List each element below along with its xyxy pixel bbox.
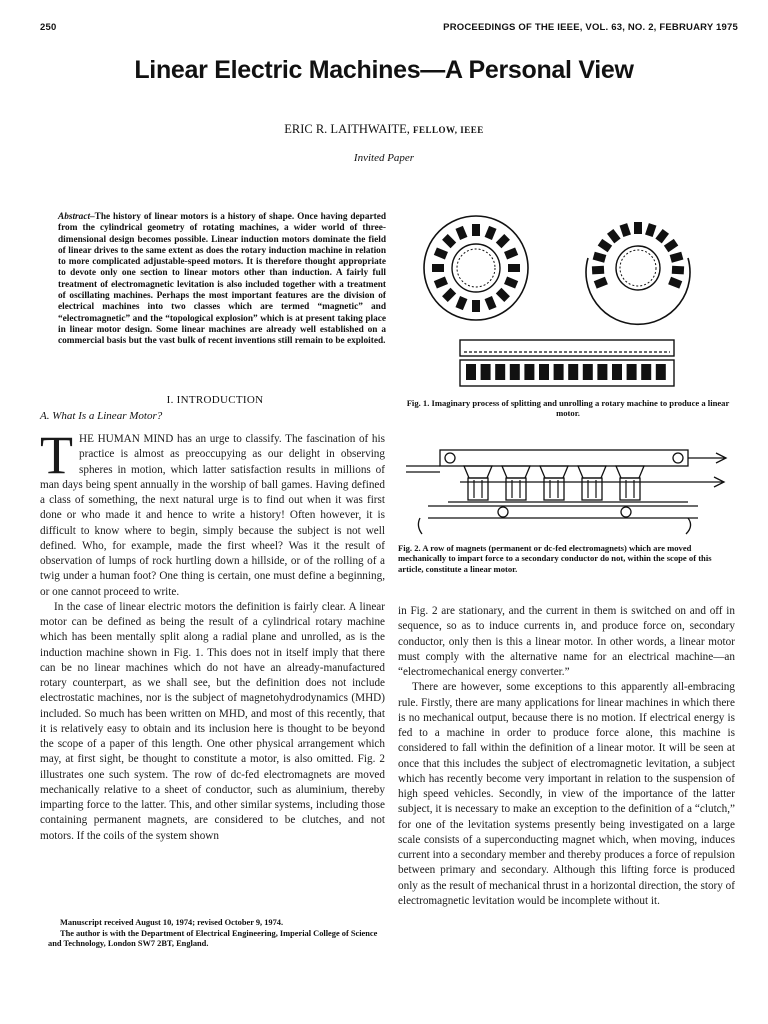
subsection-heading: A. What Is a Linear Motor? <box>40 410 163 422</box>
author-line <box>0 122 768 137</box>
linear-motor <box>460 340 674 386</box>
figure-2-drawing <box>398 440 738 540</box>
page-number: 250 <box>40 22 57 33</box>
footnote-received: Manuscript received August 10, 1974; revised October 9, 1974. <box>60 918 284 927</box>
drop-cap: T <box>40 425 73 485</box>
section-heading: I. INTRODUCTION <box>166 394 264 406</box>
paper-title: Linear Electric Machines—A Personal View <box>134 56 634 84</box>
figure-1-caption: Fig. 1. Imaginary process of splitting and unrolling a rotary machine to produce a linear motor. <box>406 398 730 419</box>
paragraph-4: There are however, some exceptions to this apparently all-embracing rule. Firstly, there are many applications for linear machines in which there is no mechanical output, because there is no motion. If electrical energy is fed to a machine in order to produce force alone, this machine is considered to fall within the definition of a linear motor. It will be seen at once that this includes the subject of electromagnetic levitation, a subject which has recently become very important in relation to the suspension of high speed vehicles. Secondly, in view of the importance of the latter subject, it is necessary to make an exception to the definition of a “clutch,” for one of the levitation systems presently being investigated on a large scale consists of a superconducting magnet which, when moving, induces current into a secondary member and thereby produces a force of repulsion between primary and secondary. Although this lifting force is produced only as the result of mechanical thrust in a horizontal direction, the story of electromagnetic levitation would be incomplete without it. <box>398 681 735 907</box>
journal-citation: PROCEEDINGS OF THE IEEE, VOL. 63, NO. 2, FEBRUARY 1975 <box>443 22 738 33</box>
split-machine <box>586 222 690 324</box>
running-head <box>40 22 738 33</box>
right-column <box>398 604 735 909</box>
figure-2-caption: Fig. 2. A row of magnets (permanent or dc-fed electromagnets) which are moved mechanically to impart force to a secondary conductor do not, within the scope of this article, constitute a linear motor. <box>398 543 712 574</box>
paragraph-2: In the case of linear electric motors the definition is fairly clear. A linear motor can be defined as being the result of a cylindrical rotary machine which has been mentally split along a radial plane and unrolled, as is the induction machine shown in Fig. 1. This does not in itself imply that there can be no linear machines which do not have an already-manufactured rotary counterpart, as we shall see, but the definition does not include electrostatic machines, nor is the subject of magnetohydrodynamics (MHD) included. So much has been written on MHD, and most of this recently, that it is relatively easy to obtain and its inclusion here is thought to be beyond the scope of a paper of this length. One other physical arrangement which may, at first sight, be thought to constitute a motor, is also omitted. Fig. 2 illustrates one such system. The row of dc-fed electromagnets are moved mechanically relative to a sheet of conductor, such as aluminium, thereby imparting force to the latter. This, and other similar systems, including those containing permanent magnets, are considered to be clutches, and not motors. If the coils of the system shown <box>40 600 385 842</box>
author-affiliation: FELLOW, IEEE <box>413 125 484 135</box>
author-name: ERIC R. LAITHWAITE, <box>284 122 410 136</box>
abstract-text: –The history of linear motors is a history of shape. Once having departed from the cylindrical geometry of rotating machines, a wider world of three-dimensional design becomes possible. Linear induction motors dominate the field of linear drives to the same extent as does the rotary induction machine in relation to more complicated adjustable-speed motors. It is therefore thought appropriate to devote only one section to linear motors other than induction. A fairly full treatment of electromagnetic levitation is also included together with a treatment of oscillating machines. Perhaps the most important features are the division of electrical machines into two classes which are termed “magnetic” and “electromagnetic” and the “topological explosion” which is at present taking place in linear motor design. Some linear machines are already well established on a commercial basis but the vast bulk of recent inventions still remain to be exploited. <box>58 212 386 347</box>
left-column <box>40 425 385 844</box>
footnote-affiliation: The author is with the Department of Electrical Engineering, Imperial College of Science and Technology, London SW7 2BT, England. <box>48 928 378 948</box>
paragraph-3: in Fig. 2 are stationary, and the current in them is switched on and off in sequence, so as to induce currents in, and produce force on, secondary conductor, only then is this a linear motor. In other words, a linear motor must comply with the alternative name for an electrical machine—an “electromechanical energy converter.” <box>398 605 735 678</box>
figure-1-drawing <box>418 212 738 394</box>
abstract-lead: Abstract <box>58 212 91 222</box>
rotary-machine <box>424 216 528 320</box>
paper-type: Invited Paper <box>353 152 415 164</box>
paragraph-1: THE HUMAN MIND has an urge to classify. The fascination of his practice is almost as preoccupying as our delight in observing spheres in motion, which latter satisfaction results in millions of man days being spent annually in the worship of ball games. Having defined a class of something, the next natural urge is to find out when it was first done or who made it and hence to write a history! Often however, it is difficult to know where to begin, simply because the subject is not well defined. Who, for example, made the first wheel? Was it the result of observation of lumps of rock hurtling down a hillside, or of the rolling of a twig under a human foot? One thing is certain, one must define a beginning, or one cannot proceed to write. <box>40 425 385 598</box>
abstract <box>58 212 386 348</box>
footnote <box>48 918 388 950</box>
